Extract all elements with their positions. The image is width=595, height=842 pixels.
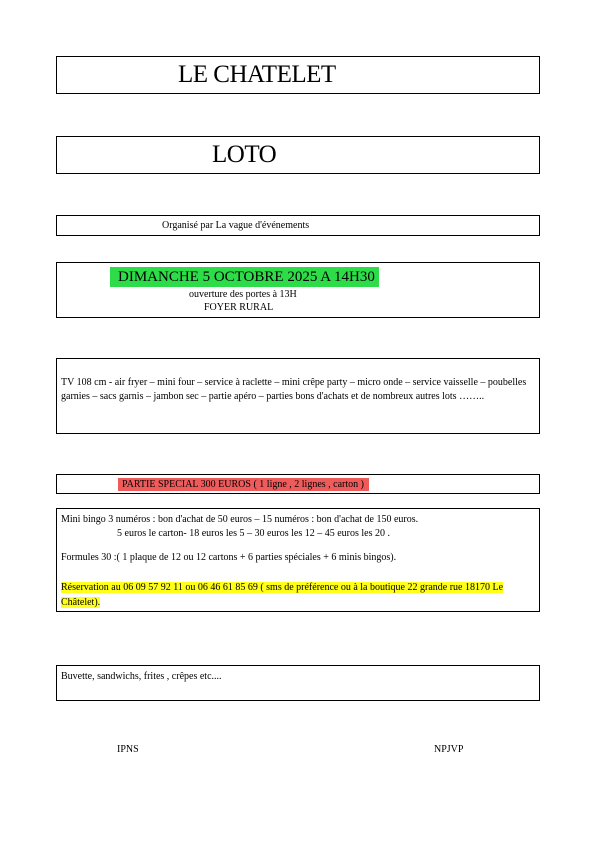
prizes-text: TV 108 cm - air fryer – mini four – service à raclette – mini crêpe party – micro onde – service vaisselle – poubelles garnies – sacs garnis – jambon sec – partie apéro – parties bons d'achats et de nombreux autres lots …….. bbox=[61, 377, 527, 402]
footer-left: IPNS bbox=[117, 744, 139, 755]
reservation-text: Réservation au 06 09 57 92 11 ou 06 46 61 85 69 ( sms de préférence ou à la boutique 22 grande rue 18170 Le Châtelet). bbox=[61, 582, 504, 608]
venue: FOYER RURAL bbox=[204, 302, 274, 313]
event-date: DIMANCHE 5 OCTOBRE 2025 A 14H30 bbox=[110, 267, 379, 287]
doors-opening: ouverture des portes à 13H bbox=[189, 289, 297, 300]
buvette-text: Buvette, sandwichs, frites , crêpes etc.... bbox=[61, 671, 222, 682]
reservation-block bbox=[61, 580, 531, 610]
event-box bbox=[56, 136, 540, 174]
special-game: PARTIE SPECIAL 300 EUROS ( 1 ligne , 2 lignes , carton ) bbox=[118, 478, 369, 491]
bingo-line-1: Mini bingo 3 numéros : bon d'achat de 50 euros – 15 numéros : bon d'achat de 150 euros. bbox=[61, 514, 419, 525]
bingo-line-2: 5 euros le carton- 18 euros les 5 – 30 euros les 12 – 45 euros les 20 . bbox=[117, 528, 390, 539]
page-title: LE CHATELET bbox=[178, 61, 336, 88]
footer-right: NPJVP bbox=[434, 744, 464, 755]
formulas-text: Formules 30 :( 1 plaque de 12 ou 12 cartons + 6 parties spéciales + 6 minis bingos). bbox=[61, 552, 397, 563]
organizer-text: Organisé par La vague d'événements bbox=[162, 220, 310, 231]
event-title: LOTO bbox=[212, 141, 277, 168]
